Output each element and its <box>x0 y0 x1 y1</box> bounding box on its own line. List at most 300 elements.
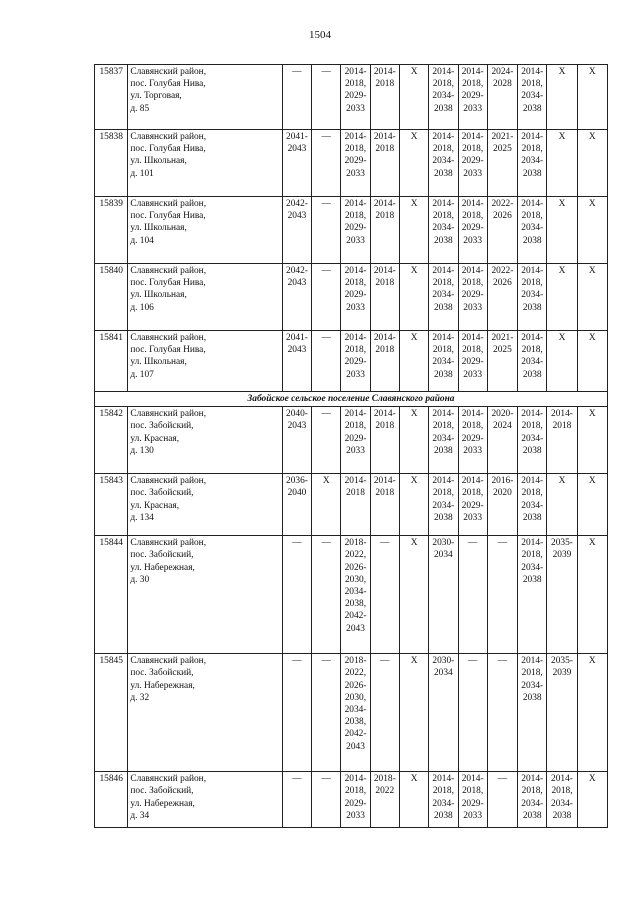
cell-line: 2022, <box>344 668 367 679</box>
cell-line: 2033 <box>346 103 365 114</box>
cell-line: 2014- <box>521 774 544 785</box>
cell-line: 2038 <box>433 512 453 523</box>
cell-line: 2038 <box>522 810 542 821</box>
cell-line: 2034- <box>521 433 544 444</box>
address-cell <box>128 407 283 474</box>
period-cell <box>312 536 341 654</box>
table-row <box>95 331 608 392</box>
cell-line: 2029- <box>344 433 367 444</box>
cell-line: 2033 <box>346 235 365 246</box>
cell-line: 2014- <box>521 409 544 420</box>
cell-line: 2018, <box>462 278 484 289</box>
cell-line: X <box>558 199 566 209</box>
period-cell <box>547 264 577 331</box>
cell-line: 2026 <box>493 278 512 289</box>
address-line: ул. Школьная, <box>130 223 187 234</box>
cell-line: 2014- <box>344 409 367 420</box>
cell-line: X <box>588 476 596 487</box>
cell-line: 2014- <box>344 67 367 77</box>
row-number: 15843 <box>95 474 128 536</box>
period-cell <box>341 197 370 264</box>
cell-line: 2022- <box>491 199 514 209</box>
cell-line: 2018 <box>375 488 395 499</box>
period-cell <box>312 130 341 197</box>
cell-line: 2014- <box>521 132 544 142</box>
period-cell <box>518 407 547 474</box>
period-cell <box>429 654 458 772</box>
address-line: Славянский район, <box>130 67 207 77</box>
address-line: Славянский район, <box>130 333 207 343</box>
period-cell <box>282 474 311 536</box>
cell-line: 2014- <box>521 333 544 343</box>
cell-line: 2029- <box>344 798 367 809</box>
address-cell <box>128 474 283 536</box>
period-cell <box>547 654 577 772</box>
period-cell <box>399 536 428 654</box>
period-cell <box>547 536 577 654</box>
cell-line: 2038 <box>552 810 572 821</box>
cell-line: 2014- <box>432 476 455 487</box>
cell-line: 2026- <box>344 680 367 691</box>
cell-line: X <box>588 266 596 276</box>
period-cell <box>312 407 341 474</box>
period-cell <box>312 264 341 331</box>
cell-line: 2018, <box>521 786 543 797</box>
cell-line: 2034- <box>344 587 367 598</box>
period-cell <box>487 474 517 536</box>
cell-line: 2033 <box>463 235 483 246</box>
period-cell <box>282 197 311 264</box>
section-title: Забойское сельское поселение Славянского района <box>95 392 608 407</box>
period-cell <box>518 331 547 392</box>
cell-line: 2014- <box>432 774 455 785</box>
cell-line: 2014- <box>344 132 367 142</box>
cell-line: X <box>410 774 418 785</box>
cell-line: 2018, <box>432 144 454 155</box>
cell-line: 2035- <box>551 538 573 549</box>
period-cell <box>429 197 458 264</box>
period-cell <box>282 331 311 392</box>
cell-line: — <box>292 774 302 785</box>
cell-line: 2014- <box>373 409 396 420</box>
period-cell <box>518 264 547 331</box>
cell-line: 2033 <box>346 302 365 313</box>
address-line: д. 32 <box>130 692 150 703</box>
cell-line: 2029- <box>344 357 367 368</box>
cell-line: 2018, <box>521 345 543 356</box>
cell-line: 2014- <box>521 538 544 549</box>
cell-line: 2018, <box>521 668 543 679</box>
cell-line: — <box>497 774 508 785</box>
period-cell <box>429 264 458 331</box>
cell-line: 2014- <box>551 409 573 420</box>
cell-line: 2034 <box>433 550 453 561</box>
cell-line: 2038 <box>522 692 542 703</box>
period-cell <box>429 331 458 392</box>
period-cell <box>577 331 607 392</box>
period-cell <box>399 654 428 772</box>
cell-line: 2014- <box>344 266 367 276</box>
cell-line: 2029- <box>344 290 367 301</box>
cell-line: 2033 <box>463 103 483 114</box>
cell-line: 2014- <box>461 132 484 142</box>
cell-line: 2014- <box>373 132 396 142</box>
cell-line: 2034- <box>432 798 455 809</box>
period-cell <box>547 331 577 392</box>
address-line: пос. Забойский, <box>130 488 194 499</box>
cell-line: 2034- <box>521 290 544 301</box>
cell-line: 2029- <box>461 156 484 167</box>
cell-line: X <box>558 476 566 487</box>
cell-line: 2038 <box>522 235 542 246</box>
cell-line: 2033 <box>463 445 483 456</box>
cell-line: 2039 <box>552 668 572 679</box>
period-cell <box>282 407 311 474</box>
cell-line: 2014- <box>373 266 396 276</box>
cell-line: 2014- <box>521 199 544 209</box>
address-line: ул. Набережная, <box>130 680 195 691</box>
cell-line: X <box>588 333 596 343</box>
period-cell <box>547 65 577 130</box>
cell-line: 2030- <box>432 656 455 667</box>
period-cell <box>370 130 399 197</box>
period-cell <box>370 654 399 772</box>
period-cell <box>487 536 517 654</box>
period-cell <box>458 407 487 474</box>
period-cell <box>370 264 399 331</box>
cell-line: 2022 <box>375 786 395 797</box>
cell-line: — <box>321 538 331 549</box>
cell-line: 2038 <box>433 235 453 246</box>
cell-line: 2033 <box>463 810 483 821</box>
cell-line: 2018, <box>462 211 484 222</box>
period-cell <box>341 536 370 654</box>
cell-line: 2034- <box>521 562 544 573</box>
cell-line: 2033 <box>463 302 483 313</box>
cell-line: 2018 <box>375 144 395 155</box>
address-line: д. 106 <box>130 302 154 313</box>
cell-line: 2038 <box>522 369 542 380</box>
cell-line: 2038 <box>522 512 542 523</box>
cell-line: X <box>410 333 418 343</box>
cell-line: 2034- <box>432 156 455 167</box>
address-cell <box>128 536 283 654</box>
cell-line: X <box>410 132 418 142</box>
cell-line: 2018, <box>521 488 543 499</box>
cell-line: 2018, <box>344 144 367 155</box>
cell-line: 2043 <box>287 211 307 222</box>
period-cell <box>577 197 607 264</box>
period-cell <box>429 65 458 130</box>
cell-line: 2033 <box>346 445 365 456</box>
table-row <box>95 65 608 130</box>
period-cell <box>487 130 517 197</box>
period-cell <box>487 331 517 392</box>
cell-line: — <box>321 266 331 276</box>
cell-line: 2026- <box>344 562 367 573</box>
cell-line: — <box>497 538 508 549</box>
cell-line: 2038 <box>433 168 453 179</box>
table-row <box>95 536 608 654</box>
address-line: пос. Забойский, <box>130 786 194 797</box>
cell-line: 2018, <box>462 488 484 499</box>
period-cell <box>518 130 547 197</box>
cell-line: X <box>558 266 566 276</box>
cell-line: 2038 <box>433 302 453 313</box>
period-cell <box>577 536 607 654</box>
period-cell <box>282 264 311 331</box>
cell-line: X <box>588 656 596 667</box>
cell-line: 2018, <box>521 144 543 155</box>
cell-line: 2029- <box>461 798 484 809</box>
row-number: 15845 <box>95 654 128 772</box>
cell-line: 2018, <box>432 79 454 90</box>
cell-line: 2018, <box>462 421 484 432</box>
cell-line: — <box>321 67 331 77</box>
period-cell <box>518 197 547 264</box>
period-cell <box>487 407 517 474</box>
period-cell <box>399 474 428 536</box>
period-cell <box>577 474 607 536</box>
cell-line: 2014- <box>461 409 484 420</box>
cell-line: 2018 <box>552 421 572 432</box>
cell-line: X <box>588 774 596 785</box>
cell-line: 2040- <box>286 409 308 420</box>
address-line: Славянский район, <box>130 409 207 420</box>
period-cell <box>518 654 547 772</box>
period-cell <box>429 474 458 536</box>
period-cell <box>282 65 311 130</box>
period-cell <box>370 197 399 264</box>
cell-line: 2014- <box>344 476 367 487</box>
row-number: 15838 <box>95 130 128 197</box>
cell-line: X <box>410 656 418 667</box>
address-line: пос. Забойский, <box>130 550 194 561</box>
cell-line: X <box>558 333 566 343</box>
cell-line: 2014- <box>432 132 455 142</box>
cell-line: 2024 <box>493 421 512 432</box>
cell-line: X <box>410 476 418 487</box>
cell-line: 2034- <box>521 91 544 102</box>
cell-line: 2014- <box>461 67 484 77</box>
address-line: д. 85 <box>130 103 150 114</box>
cell-line: 2038 <box>522 302 542 313</box>
period-cell <box>370 407 399 474</box>
cell-line: 2034- <box>344 705 367 716</box>
cell-line: 2024- <box>491 67 514 77</box>
cell-line: 2034- <box>521 357 544 368</box>
cell-line: 2018, <box>432 211 454 222</box>
cell-line: X <box>410 266 418 276</box>
period-cell <box>341 407 370 474</box>
cell-line: 2033 <box>463 369 483 380</box>
cell-line: — <box>321 409 331 420</box>
cell-line: 2043 <box>287 421 307 432</box>
cell-line: 2018, <box>462 345 484 356</box>
cell-line: 2038 <box>433 369 453 380</box>
cell-line: 2018, <box>521 79 543 90</box>
table-row <box>95 407 608 474</box>
cell-line: 2029- <box>344 156 367 167</box>
registry-table <box>94 64 608 828</box>
cell-line: 2040 <box>287 488 307 499</box>
period-cell <box>312 65 341 130</box>
period-cell <box>312 654 341 772</box>
period-cell <box>399 331 428 392</box>
address-line: д. 107 <box>130 369 154 380</box>
address-line: ул. Торговая, <box>130 91 182 102</box>
cell-line: 2021- <box>491 333 514 343</box>
cell-line: X <box>588 67 596 77</box>
period-cell <box>341 264 370 331</box>
cell-line: 2014- <box>461 476 484 487</box>
cell-line: 2034- <box>521 156 544 167</box>
cell-line: 2022- <box>491 266 514 276</box>
address-line: д. 34 <box>130 810 150 821</box>
period-cell <box>282 772 311 828</box>
cell-line: 2038 <box>522 445 542 456</box>
period-cell <box>429 130 458 197</box>
address-line: д. 104 <box>130 235 154 246</box>
cell-line: X <box>322 476 330 487</box>
cell-line: 2043 <box>346 741 365 752</box>
address-line: ул. Школьная, <box>130 156 187 167</box>
row-number: 15846 <box>95 772 128 828</box>
cell-line: 2034- <box>432 290 455 301</box>
cell-line: 2014- <box>373 476 396 487</box>
period-cell <box>577 130 607 197</box>
cell-line: 2033 <box>463 512 483 523</box>
cell-line: 2034- <box>432 223 455 234</box>
period-cell <box>370 536 399 654</box>
period-cell <box>370 65 399 130</box>
row-number: 15842 <box>95 407 128 474</box>
table-body <box>95 65 608 828</box>
cell-line: — <box>321 656 331 667</box>
cell-line: 2038 <box>433 810 453 821</box>
cell-line: 2038, <box>344 717 367 728</box>
period-cell <box>312 331 341 392</box>
period-cell <box>518 474 547 536</box>
cell-line: 2029- <box>461 290 484 301</box>
cell-line: 2030, <box>344 692 367 703</box>
cell-line: 2042- <box>344 611 367 622</box>
address-cell <box>128 331 283 392</box>
cell-line: 2029- <box>461 500 484 511</box>
cell-line: 2038 <box>522 574 542 585</box>
address-line: Славянский район, <box>130 132 207 142</box>
cell-line: 2014- <box>461 333 484 343</box>
period-cell <box>547 130 577 197</box>
address-line: Славянский район, <box>130 266 207 276</box>
cell-line: 2041- <box>286 132 308 142</box>
cell-line: X <box>410 538 418 549</box>
cell-line: 2029- <box>461 91 484 102</box>
period-cell <box>312 197 341 264</box>
period-cell <box>547 474 577 536</box>
cell-line: — <box>467 538 478 549</box>
cell-line: 2018, <box>521 211 543 222</box>
address-line: ул. Набережная, <box>130 798 195 809</box>
cell-line: X <box>588 538 596 549</box>
period-cell <box>577 772 607 828</box>
period-cell <box>518 772 547 828</box>
period-cell <box>458 197 487 264</box>
cell-line: — <box>497 656 508 667</box>
cell-line: — <box>321 333 331 343</box>
cell-line: 2018, <box>432 488 454 499</box>
period-cell <box>370 772 399 828</box>
cell-line: — <box>467 656 478 667</box>
table-row <box>95 772 608 828</box>
address-line: д. 134 <box>130 512 154 523</box>
period-cell <box>429 772 458 828</box>
cell-line: 2018, <box>344 421 367 432</box>
cell-line: 2014- <box>432 409 455 420</box>
cell-line: 2033 <box>463 168 483 179</box>
period-cell <box>458 536 487 654</box>
cell-line: 2018, <box>344 278 367 289</box>
cell-line: 2014- <box>432 199 455 209</box>
address-line: пос. Голубая Нива, <box>130 144 206 155</box>
address-cell <box>128 654 283 772</box>
period-cell <box>282 130 311 197</box>
period-cell <box>458 65 487 130</box>
period-cell <box>458 654 487 772</box>
address-line: д. 30 <box>130 574 150 585</box>
table-row <box>95 130 608 197</box>
period-cell <box>341 65 370 130</box>
cell-line: 2035- <box>551 656 573 667</box>
cell-line: 2014- <box>461 266 484 276</box>
cell-line: 2042- <box>344 729 367 740</box>
row-number: 15844 <box>95 536 128 654</box>
address-line: ул. Школьная, <box>130 357 187 368</box>
cell-line: 2038, <box>344 599 367 610</box>
cell-line: — <box>292 67 302 77</box>
cell-line: 2018, <box>432 278 454 289</box>
cell-line: 2018, <box>462 79 484 90</box>
cell-line: 2014- <box>344 199 367 209</box>
cell-line: 2018 <box>375 278 395 289</box>
cell-line: X <box>558 132 566 142</box>
address-cell <box>128 264 283 331</box>
cell-line: 2034- <box>432 433 455 444</box>
cell-line: 2014- <box>461 199 484 209</box>
cell-line: 2018, <box>432 345 454 356</box>
period-cell <box>399 772 428 828</box>
address-line: Славянский район, <box>130 538 207 549</box>
cell-line: 2029- <box>461 223 484 234</box>
period-cell <box>518 65 547 130</box>
cell-line: 2014- <box>373 333 396 343</box>
cell-line: 2043 <box>346 623 365 634</box>
cell-line: 2018, <box>521 421 543 432</box>
cell-line: 2018, <box>344 786 367 797</box>
period-cell <box>429 536 458 654</box>
address-line: ул. Набережная, <box>130 562 195 573</box>
cell-line: 2042- <box>286 266 308 276</box>
period-cell <box>458 474 487 536</box>
cell-line: 2029- <box>344 91 367 102</box>
cell-line: — <box>292 538 302 549</box>
period-cell <box>458 130 487 197</box>
address-line: пос. Забойский, <box>130 668 194 679</box>
cell-line: 2034- <box>432 91 455 102</box>
row-number: 15840 <box>95 264 128 331</box>
period-cell <box>399 197 428 264</box>
cell-line: — <box>321 199 331 209</box>
